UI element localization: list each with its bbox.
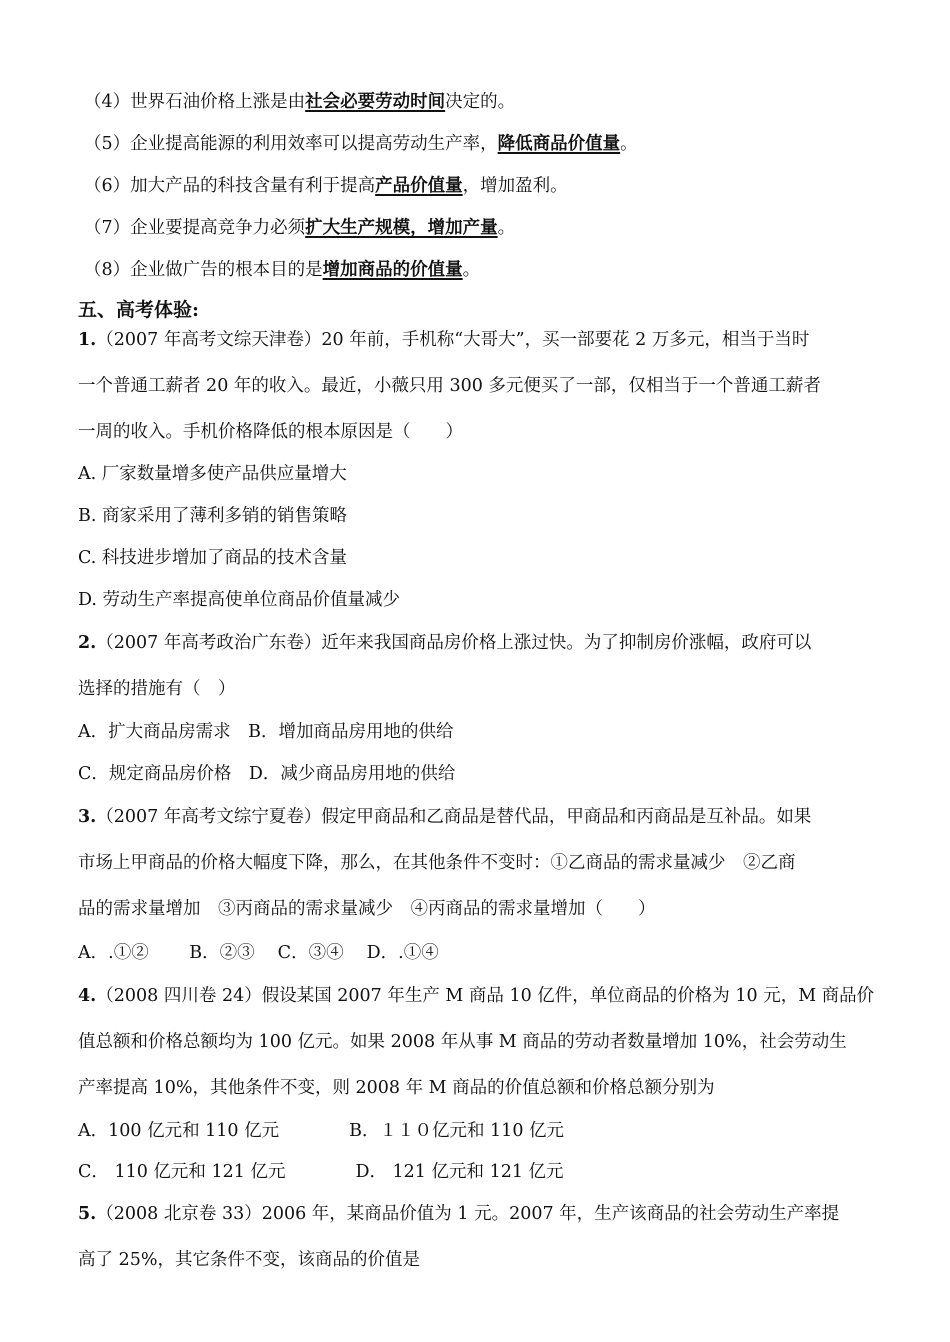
statement-4 <box>84 88 515 116</box>
answer-option: A. 厂家数量增多使产品供应量增大 <box>78 464 347 484</box>
statement-text: 。 <box>462 260 481 280</box>
question-text: 产率提高 10%，其他条件不变，则 2008 年 M 商品的价值总额和价格总额分别为 <box>78 1078 715 1098</box>
question-text: 一个普通工薪者 20 年的收入。最近，小薇只用 300 多元便买了一部，仅相当于一个普通工薪者 <box>78 376 821 396</box>
statement-text: ，增加盈利。 <box>462 176 568 196</box>
answer-option: A．100 亿元和 110 亿元 B．１１０亿元和 110 亿元 <box>78 1121 565 1141</box>
underlined-answer: 降低商品价值量 <box>497 134 621 154</box>
question-text: 品的需求量增加 ③丙商品的需求量减少 ④丙商品的需求量增加（ ） <box>78 899 656 919</box>
question-3-line <box>78 803 811 831</box>
question-text: （2008 四川卷 24）假设某国 2007 年生产 M 商品 10 亿件，单位商品的价格为 10 元，M 商品价 <box>96 986 875 1006</box>
statement-text: （6）加大产品的科技含量有利于提高 <box>84 176 376 196</box>
answer-option: C. 科技进步增加了商品的技术含量 <box>78 548 347 568</box>
answer-option: C．规定商品房价格 D．减少商品房用地的供给 <box>78 764 456 784</box>
underlined-answer: 产品价值量 <box>375 176 463 196</box>
question-text: 市场上甲商品的价格大幅度下降，那么，在其他条件不变时：①乙商品的需求量减少 ②乙商 <box>78 853 796 873</box>
question-text: 值总额和价格总额均为 100 亿元。如果 2008 年从事 M 商品的劳动者数量增加 10%，社会劳动生 <box>78 1032 847 1052</box>
question-number: 3. <box>78 807 97 827</box>
answer-option: A．.①② B．②③ C．③④ D．.①④ <box>78 943 439 963</box>
statement-7 <box>84 214 515 242</box>
question-text: 选择的措施有（ ） <box>78 679 236 699</box>
statement-text: （7）企业要提高竞争力必须 <box>84 218 306 238</box>
question-number: 4. <box>78 986 97 1006</box>
question-number: 2. <box>78 633 97 653</box>
section-title: 五、高考体验: <box>78 299 200 321</box>
answer-option: D. 劳动生产率提高使单位商品价值量减少 <box>78 590 401 610</box>
question-text: 一周的收入。手机价格降低的根本原因是（ ） <box>78 422 463 442</box>
underlined-answer: 扩大生产规模，增加产量 <box>305 218 498 238</box>
statement-5 <box>84 130 638 158</box>
question-text: 高了 25%，其它条件不变，该商品的价值是 <box>78 1250 420 1270</box>
question-5-line <box>78 1200 839 1228</box>
question-2-line <box>78 629 811 657</box>
underlined-answer: 增加商品的价值量 <box>322 260 463 280</box>
statement-8 <box>84 256 480 284</box>
question-text: （2008 北京卷 33）2006 年，某商品价值为 1 元。2007 年，生产该商品的社会劳动生产率提 <box>96 1204 840 1224</box>
answer-option: B. 商家采用了薄利多销的销售策略 <box>78 506 347 526</box>
statement-text: 决定的。 <box>445 92 516 112</box>
question-1-line <box>78 326 809 354</box>
question-number: 5. <box>78 1204 97 1224</box>
statement-text: 。 <box>497 218 516 238</box>
question-text: （2007 年高考文综宁夏卷）假定甲商品和乙商品是替代品，甲商品和丙商品是互补品。如果 <box>96 807 812 827</box>
question-number: 1. <box>78 330 97 350</box>
question-4-line <box>78 982 874 1010</box>
statement-text: （4）世界石油价格上涨是由 <box>84 92 306 112</box>
statement-text: （8）企业做广告的根本目的是 <box>84 260 323 280</box>
statement-text: （5）企业提高能源的利用效率可以提高劳动生产率， <box>84 134 498 154</box>
underlined-answer: 社会必要劳动时间 <box>305 92 446 112</box>
question-text: （2007 年高考政治广东卷）近年来我国商品房价格上涨过快。为了抑制房价涨幅，政府可以 <box>96 633 812 653</box>
answer-option: C． 110 亿元和 121 亿元 D． 121 亿元和 121 亿元 <box>78 1162 564 1182</box>
statement-6 <box>84 172 568 200</box>
answer-option: A．扩大商品房需求 B．增加商品房用地的供给 <box>78 722 454 742</box>
statement-text: 。 <box>620 134 638 154</box>
question-text: （2007 年高考文综天津卷）20 年前，手机称“大哥大”，买一部要花 2 万多元，相当于当时 <box>96 330 810 350</box>
